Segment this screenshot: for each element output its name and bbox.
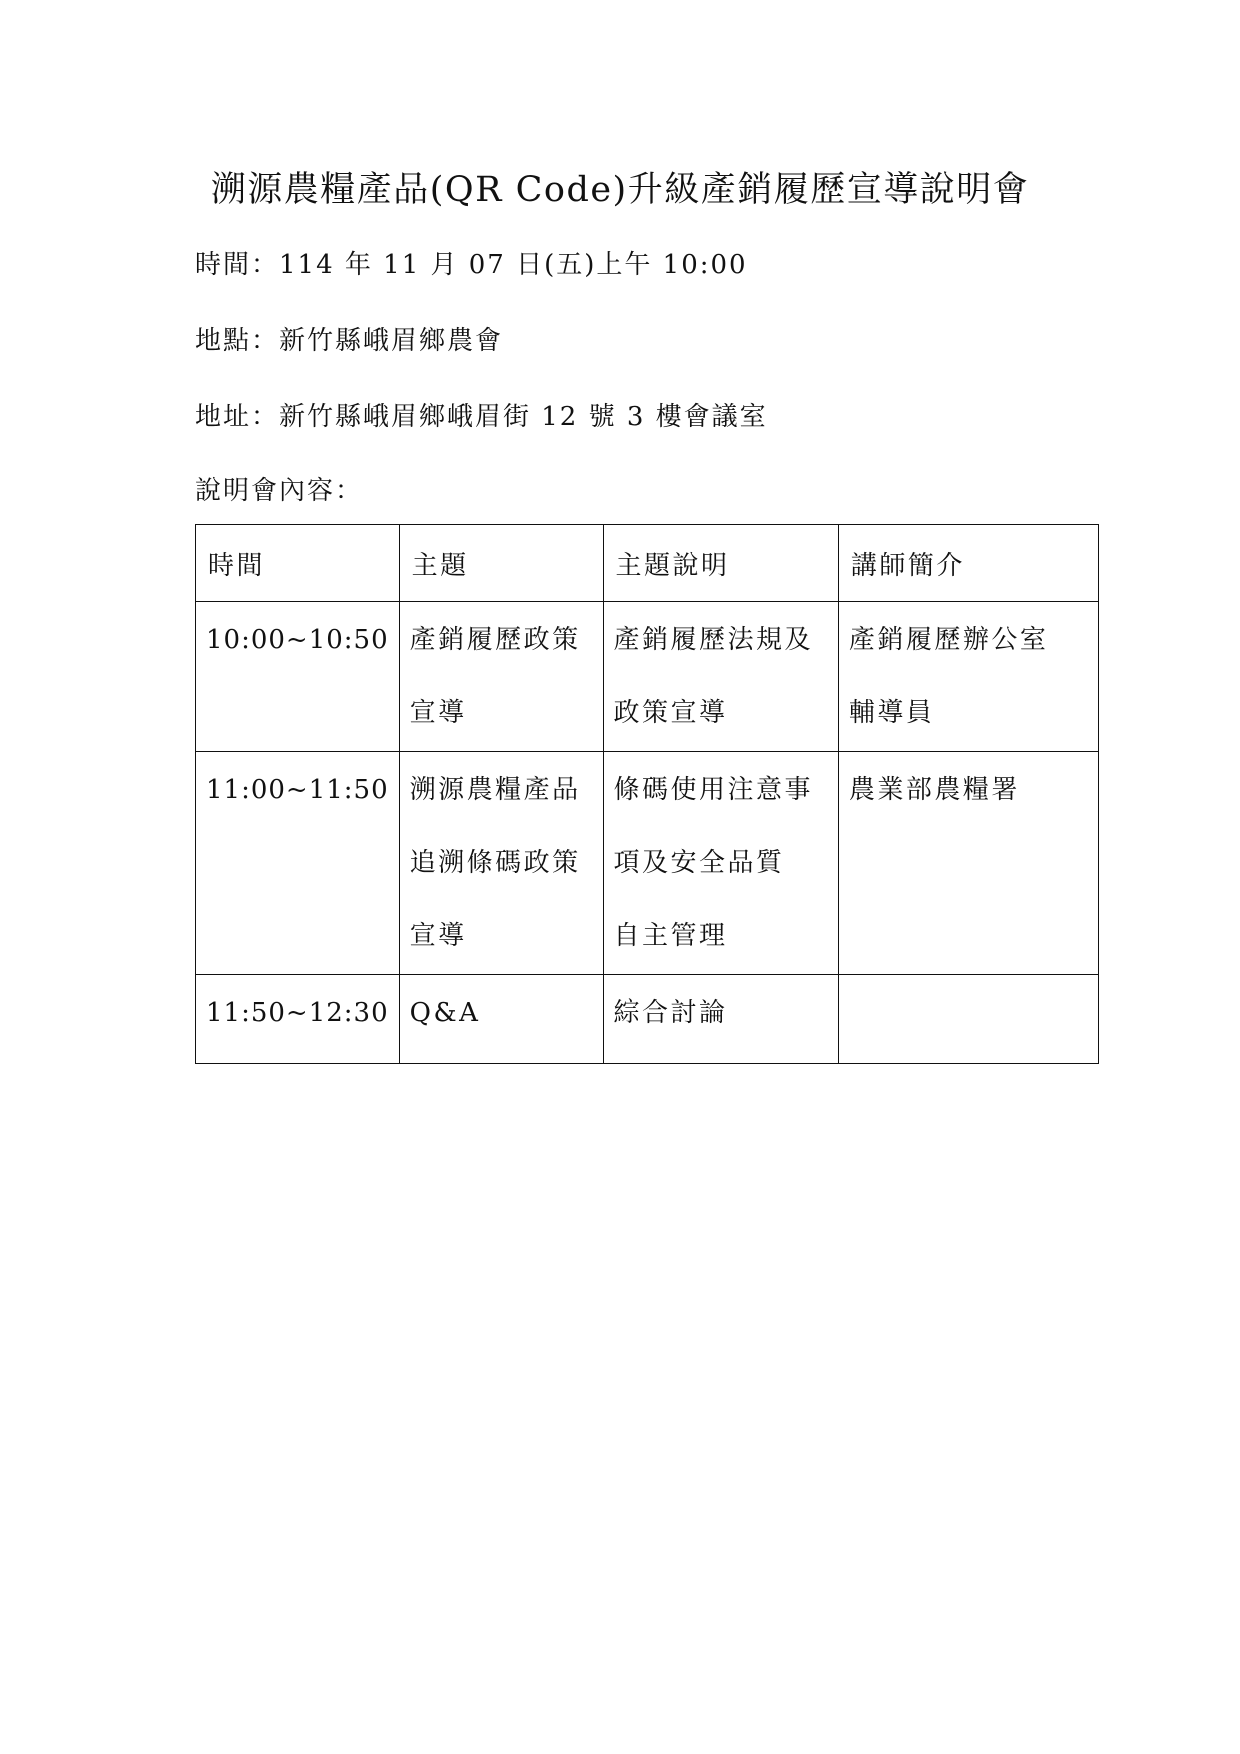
event-time: 時間：114 年 11 月 07 日(五)上午 10:00: [195, 250, 748, 280]
row-speaker-line: 農業部農糧署: [848, 775, 1020, 805]
row-description-cell: [603, 752, 838, 975]
header-speaker: 講師簡介: [838, 525, 1098, 602]
row-topic-line: 溯源農糧產品: [409, 775, 581, 805]
table-header-row: [196, 525, 1099, 602]
table-row: [196, 602, 1099, 752]
row-description-line: 政策宣導: [613, 698, 728, 728]
row-description-line: 自主管理: [613, 921, 728, 951]
row-topic-cell: [399, 752, 603, 975]
header-time: 時間: [196, 525, 400, 602]
header-topic: 主題: [399, 525, 603, 602]
row-time-cell: [196, 975, 400, 1064]
row-topic-cell: [399, 602, 603, 752]
row-topic-line: 宣導: [409, 921, 467, 951]
row-description-cell: [603, 602, 838, 752]
row-topic-line: 產銷履歷政策: [409, 625, 581, 655]
row-topic-cell: [399, 975, 603, 1064]
row-description-line: 綜合討論: [613, 998, 728, 1028]
row-speaker-line: 產銷履歷辦公室: [848, 625, 1049, 655]
row-speaker-cell: [838, 602, 1098, 752]
row-description-line: 條碼使用注意事: [613, 775, 814, 805]
row-time-cell: [196, 752, 400, 975]
row-speaker-cell: [838, 975, 1098, 1064]
content-heading: 說明會內容：: [195, 476, 364, 506]
row-description-line: 項及安全品質: [613, 848, 785, 878]
document-title: 溯源農糧產品(QR Code)升級產銷履歷宣導說明會: [210, 170, 1030, 210]
row-topic-line: 宣導: [409, 698, 467, 728]
row-time-cell: [196, 602, 400, 752]
row-description-line: 產銷履歷法規及: [613, 625, 814, 655]
event-place: 地點：新竹縣峨眉鄉農會: [195, 326, 504, 356]
schedule-table: [195, 524, 1099, 1064]
table-row: [196, 752, 1099, 975]
row-time: 11:00~11:50: [206, 775, 389, 805]
header-description: 主題說明: [603, 525, 838, 602]
row-speaker-cell: [838, 752, 1098, 975]
row-time: 11:50~12:30: [206, 998, 389, 1028]
row-topic-line: Q&A: [409, 998, 481, 1028]
row-topic-line: 追溯條碼政策: [409, 848, 581, 878]
row-description-cell: [603, 975, 838, 1064]
row-speaker-line: 輔導員: [848, 698, 935, 728]
table-row: [196, 975, 1099, 1064]
event-address: 地址：新竹縣峨眉鄉峨眉街 12 號 3 樓會議室: [195, 402, 768, 432]
row-time: 10:00~10:50: [206, 625, 389, 655]
